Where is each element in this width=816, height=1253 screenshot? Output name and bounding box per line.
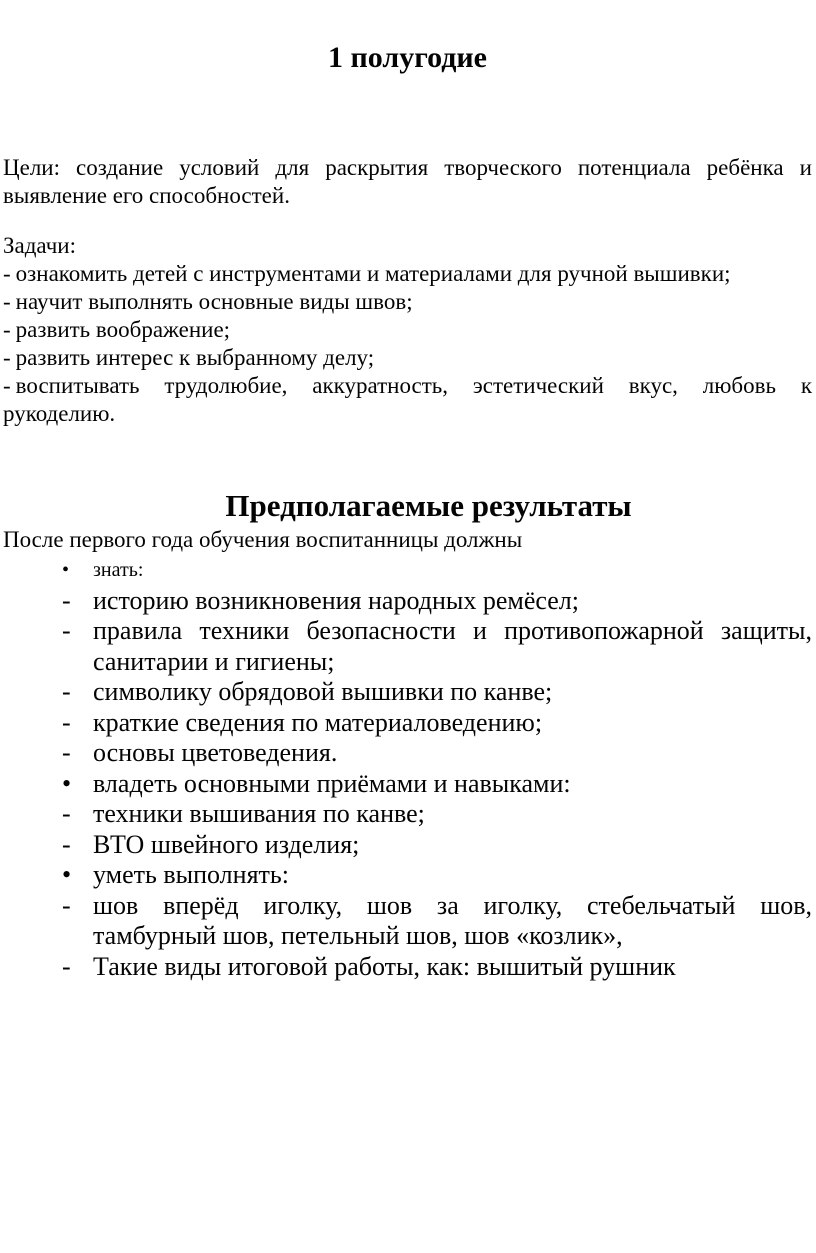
dash-marker: - <box>3 345 11 370</box>
task-item <box>3 316 812 344</box>
list-item-text: основы цветоведения. <box>93 738 338 767</box>
page-title: 1 полугодие <box>327 41 487 74</box>
list-item <box>62 555 812 586</box>
list-item <box>62 585 812 617</box>
task-item-text: ознакомить детей с инструментами и материалами для ручной вышивки; <box>15 261 731 286</box>
dash-marker: - <box>62 677 71 706</box>
list-item <box>62 799 812 830</box>
goals-paragraph: Цели: создание условий для раскрытия творческого потенциала ребёнка и выявление его способностей. <box>3 155 812 208</box>
task-item-text: научит выполнять основные виды швов; <box>15 289 413 314</box>
bullet-marker: • <box>62 559 70 581</box>
results-list <box>3 555 812 982</box>
list-item <box>62 829 812 861</box>
list-item-text: правила техники безопасности и противопожарной защиты, санитарии и гигиены; <box>93 616 812 676</box>
list-item-text: знать: <box>93 559 144 581</box>
dash-marker: - <box>3 373 11 398</box>
tasks-label: Задачи: <box>3 233 76 258</box>
dash-marker: - <box>62 951 71 981</box>
list-item <box>62 707 812 739</box>
list-item <box>62 951 812 983</box>
list-item-text: Такие виды итоговой работы, как: вышитый рушник <box>93 951 676 981</box>
list-item-text: владеть основными приёмами и навыками: <box>93 768 571 798</box>
tasks-section <box>3 232 812 428</box>
dash-marker: - <box>62 616 71 645</box>
list-item <box>62 677 812 708</box>
list-item-text: краткие сведения по материаловедению; <box>93 707 543 737</box>
list-item <box>62 860 812 891</box>
dash-marker: - <box>3 289 11 314</box>
list-item <box>62 768 812 800</box>
task-item <box>3 344 812 372</box>
task-item <box>3 260 812 288</box>
dash-marker: - <box>3 261 11 286</box>
bullet-marker: • <box>62 768 72 798</box>
list-item-text: символику обрядовой вышивки по канве; <box>93 677 553 706</box>
list-item <box>62 738 812 769</box>
list-item-text: уметь выполнять: <box>93 860 289 889</box>
results-heading: Предполагаемые результаты <box>225 488 632 523</box>
list-item-text: шов вперёд иголку, шов за иголку, стебельчатый шов, тамбурный шов, петельный шов, шов «козлик», <box>93 890 812 950</box>
dash-marker: - <box>62 585 71 615</box>
dash-marker: - <box>62 799 71 828</box>
bullet-marker: • <box>62 860 72 889</box>
dash-marker: - <box>62 738 71 767</box>
task-item <box>3 288 812 316</box>
list-item-text: ВТО швейного изделия; <box>93 829 360 859</box>
task-item <box>3 372 812 428</box>
list-item <box>62 616 812 677</box>
list-item-text: историю возникновения народных ремёсел; <box>93 585 579 615</box>
list-item <box>62 890 812 952</box>
dash-marker: - <box>62 707 71 737</box>
task-item-text: развить воображение; <box>15 317 231 342</box>
task-item-text: развить интерес к выбранному делу; <box>15 345 375 370</box>
task-item-text: воспитывать трудолюбие, аккуратность, эстетический вкус, любовь к рукоделию. <box>3 373 812 426</box>
dash-marker: - <box>62 890 71 920</box>
dash-marker: - <box>3 317 11 342</box>
list-item-text: техники вышивания по канве; <box>93 799 425 828</box>
results-intro: После первого года обучения воспитанницы должны <box>3 527 523 552</box>
dash-marker: - <box>62 829 71 859</box>
